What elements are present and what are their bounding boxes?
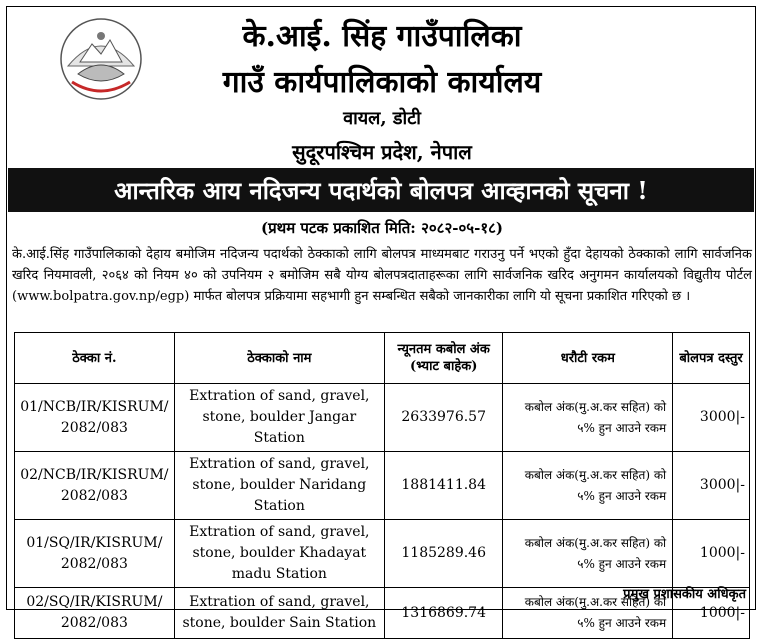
- cell-deposit: कबोल अंक(मु.अ.कर सहित) को ५% हुन आउने रकम: [503, 384, 673, 452]
- cell-min-bid: 2633976.57: [384, 384, 503, 452]
- cell-contract-no: 01/NCB/IR/KISRUM/ 2082/083: [15, 384, 175, 452]
- header-contract-name: ठेक्काको नाम: [174, 333, 384, 384]
- cell-fee: 3000|-: [673, 384, 750, 452]
- municipality-name: के.आई. सिंह गाउँपालिका: [242, 19, 522, 54]
- cell-deposit: कबोल अंक(मु.अ.कर सहित) को ५% हुन आउने रकम: [503, 588, 673, 639]
- table-header-row: [15, 333, 750, 384]
- cell-contract-no: 02/SQ/IR/KISRUM/ 2082/083: [15, 588, 175, 639]
- header-contract-no: ठेक्का नं.: [15, 333, 175, 384]
- signatory-title: प्रमुख प्रशासकीय अधिकृत: [623, 587, 746, 602]
- published-date: (प्रथम पटक प्रकाशित मिति: २०८२-०५-१८): [260, 219, 504, 237]
- cell-fee: 3000|-: [673, 452, 750, 520]
- notice-body: के.आई.सिंह गाउँपालिकाको देहाय बमोजिम नदिजन्य पदार्थको ठेक्काको लागि बोलपत्र माध्यमबाट गराउनु पर्ने भएको हुँदा देहायको ठेक्काको लागि सार्वजनिक खरिद नियमावली, २०६४ को नियम ४० को उपनियम २ बमोजिम सबै योग्य बोलपत्रदाताहरूका लागि सार्वजनिक खरिद अनुगमन कार्यालयको विद्युतीय पोर्टल (www.bolpatra.gov.np/egp) मार्फत बोलपत्र प्रक्रियामा सहभागी हुन सम्बन्धित सबैको जानकारीका लागि यो सूचना प्रकाशित गरिएको छ ।: [12, 247, 752, 304]
- office-address: वायल, डोटी: [343, 108, 421, 129]
- cell-min-bid: 1316869.74: [384, 588, 503, 639]
- cell-fee: 1000|-: [673, 520, 750, 588]
- office-name: गाउँ कार्यपालिकाको कार्यालय: [222, 65, 542, 100]
- notice-title: आन्तरिक आय नदिजन्य पदार्थको बोलपत्र आव्हानको सूचना !: [8, 168, 754, 212]
- cell-contract-name: Extration of sand, gravel, stone, boulder Khadayat madu Station: [174, 520, 384, 588]
- cell-contract-name: Extration of sand, gravel, stone, boulder Jangar Station: [174, 384, 384, 452]
- cell-contract-name: Extration of sand, gravel, stone, boulder Sain Station: [174, 588, 384, 639]
- table-row: [15, 384, 750, 452]
- header-min-bid: न्यूनतम कबोल अंक (भ्याट बाहेक): [384, 333, 503, 384]
- province-name: सुदूरपश्चिम प्रदेश, नेपाल: [292, 140, 472, 164]
- cell-contract-no: 01/SQ/IR/KISRUM/ 2082/083: [15, 520, 175, 588]
- cell-contract-no: 02/NCB/IR/KISRUM/ 2082/083: [15, 452, 175, 520]
- cell-fee: 1000|-: [673, 588, 750, 639]
- cell-deposit: कबोल अंक(मु.अ.कर सहित) को ५% हुन आउने रकम: [503, 452, 673, 520]
- header-fee: बोलपत्र दस्तुर: [673, 333, 750, 384]
- cell-min-bid: 1185289.46: [384, 520, 503, 588]
- header-deposit: धरौटी रकम: [503, 333, 673, 384]
- cell-min-bid: 1881411.84: [384, 452, 503, 520]
- cell-contract-name: Extration of sand, gravel, stone, boulder Naridang Station: [174, 452, 384, 520]
- table-row: [15, 452, 750, 520]
- cell-deposit: कबोल अंक(मु.अ.कर सहित) को ५% हुन आउने रकम: [503, 520, 673, 588]
- table-row: [15, 520, 750, 588]
